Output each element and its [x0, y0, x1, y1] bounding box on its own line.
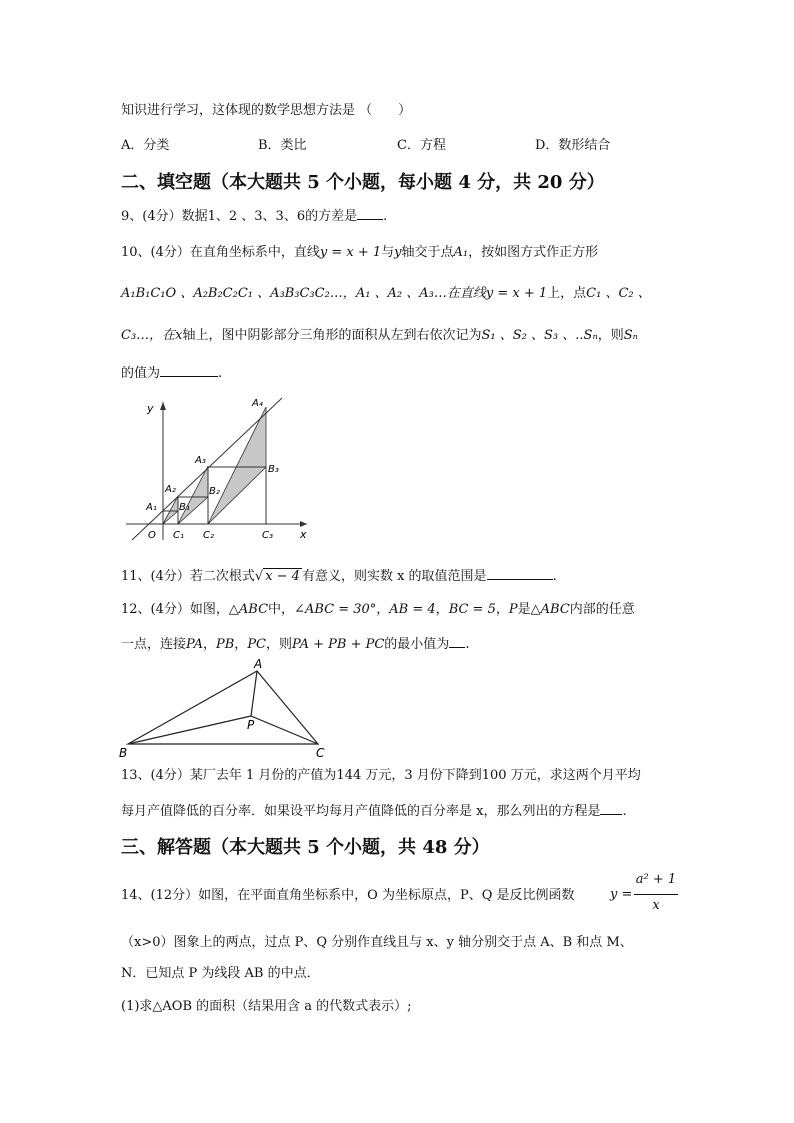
- q8-option-c: C．方程: [397, 138, 446, 153]
- q12-m: 内部的任意: [569, 602, 635, 617]
- label-c3: C₃: [262, 530, 273, 541]
- q12-pc: PC: [247, 637, 267, 652]
- q13-answer-blank: [600, 800, 622, 815]
- label-a2: A₂: [165, 484, 176, 495]
- q12-sum: PA + PB + PC: [292, 637, 385, 652]
- q11-radicand: x − 4: [265, 569, 300, 584]
- q10-line-1: [121, 243, 598, 263]
- label-b3: B₃: [268, 464, 279, 475]
- q11-end: .: [552, 569, 557, 584]
- q10-points-a: A₁ 、A₂ 、A₃…在直线: [355, 286, 486, 301]
- label-a1: A₁: [146, 502, 157, 513]
- q14-line-1: 14、(12分）如图，在平面直角坐标系中，O 为坐标原点，P、Q 是反比例函数: [121, 888, 575, 903]
- q12-end: .: [465, 637, 470, 652]
- section2-heading: 二、填空题（本大题共 5 个小题，每小题 4 分，共 20 分）: [121, 172, 605, 193]
- label-y: y: [147, 402, 154, 415]
- q10-y-var: y: [394, 245, 402, 260]
- segment-pc: [251, 716, 318, 744]
- q10-text-c: 轴交于点: [401, 245, 454, 260]
- q11-text-a: 11、(4分）若二次根式: [121, 569, 255, 584]
- label-a4: A₄: [252, 398, 263, 409]
- q12-triangle: △ABC: [228, 602, 269, 617]
- q12-pb: PB: [215, 637, 235, 652]
- q10-line-formula-2: y = x + 1: [485, 286, 548, 301]
- q14-line-2: （x>0）图象上的两点，过点 P、Q 分别作直线且与 x、y 轴分别交于点 A、B 和点 M、: [121, 935, 633, 950]
- label-c1: C₁: [173, 530, 184, 541]
- q9-answer-blank: [357, 205, 383, 220]
- segment-pa: [251, 671, 257, 716]
- q10-points-c: C₁ 、C₂ 、: [586, 286, 651, 301]
- y-axis-arrow: [160, 402, 166, 410]
- shaded-triangle-3: [208, 407, 266, 524]
- shaded-triangle-1: [163, 496, 178, 524]
- q12-i: ，: [495, 602, 509, 617]
- q10-areas: S₁ 、S₂ 、S₃ 、..Sₙ: [481, 328, 598, 343]
- q10-x-var: x: [175, 328, 183, 343]
- q12-pa: PA: [186, 637, 203, 652]
- segment-pb: [128, 716, 251, 744]
- label-a: A: [254, 657, 263, 671]
- label-o: O: [148, 530, 156, 541]
- q12-angle: ∠ABC = 30°: [294, 602, 377, 617]
- q14-part-1: (1)求△AOB 的面积（结果用含 a 的代数式表示）;: [121, 999, 412, 1014]
- q10-text-shaded: 轴上，图中阴影部分三角形的面积从左到右依次记为: [182, 328, 482, 343]
- q8-option-a: A．分类: [121, 138, 170, 153]
- q9-end: .: [383, 209, 388, 224]
- label-c2: C₂: [203, 530, 214, 541]
- q13-text: 每月产值降低的百分率．如果设平均每月产值降低的百分率是 x，那么列出的方程是: [121, 804, 601, 819]
- q12-triangle-2: △ABC: [530, 602, 570, 617]
- q8-question-tail: 知识进行学习，这体现的数学思想方法是 （ ）: [121, 103, 412, 118]
- q14-formula-num: a² + 1: [635, 872, 677, 887]
- q10-line-4: [121, 362, 222, 384]
- q12-l2-g: ，则: [266, 637, 293, 652]
- q12-answer-blank: [449, 633, 465, 648]
- q10-value-text: 的值为: [121, 366, 161, 381]
- q12-ab: AB = 4: [389, 602, 436, 617]
- shaded-triangle-2: [178, 466, 208, 524]
- triangle-abc: [128, 671, 318, 744]
- label-x: x: [300, 528, 307, 541]
- q8-option-d: D．数形结合: [535, 138, 611, 153]
- q12-bc: BC = 5: [448, 602, 496, 617]
- label-p: P: [247, 718, 255, 732]
- q10-end: .: [218, 366, 223, 381]
- q10-point-a1: A₁: [453, 245, 469, 260]
- q14-line-3: N．已知点 P 为线段 AB 的中点．: [121, 966, 320, 981]
- q13-line-2: [121, 800, 627, 822]
- q10-answer-blank: [160, 362, 218, 377]
- q10-text-b: 与: [381, 245, 395, 260]
- q12-g: ，: [435, 602, 449, 617]
- q12-l2-e: ，: [234, 637, 248, 652]
- q10-figure: [118, 388, 318, 548]
- q10-line-3: [121, 326, 638, 346]
- q14-formula-lhs: y =: [610, 887, 633, 902]
- q12-p: P: [508, 602, 518, 617]
- q11-sqrt: √ x − 4: [254, 569, 300, 584]
- q12-l2-a: 一点，连接: [121, 637, 187, 652]
- q10-text-d: ，按如图方式作正方形: [468, 245, 599, 260]
- q10-text-on: 上，点: [547, 286, 587, 301]
- q12-a: 12、(4分）如图，: [121, 602, 229, 617]
- q12-figure: [115, 655, 335, 760]
- q11-text: [121, 565, 557, 587]
- q14-fraction-bar: [634, 894, 678, 895]
- q9-text: [121, 205, 387, 227]
- q12-l2-i: 的最小值为: [384, 637, 450, 652]
- q10-point-c3: C₃…，在: [121, 328, 176, 343]
- q13-line-1: 13、(4分）某厂去年 1 月份的产值为144 万元，3 月份下降到100 万元，求这两个月平均: [121, 768, 641, 783]
- label-b1: B₁: [179, 502, 190, 513]
- q14-formula-den: x: [652, 898, 660, 913]
- q13-end: .: [622, 804, 627, 819]
- label-b2: B₂: [209, 486, 220, 497]
- q10-text-then: ，则: [597, 328, 624, 343]
- q12-line-1: [121, 600, 635, 620]
- q10-sn: Sₙ: [623, 328, 638, 343]
- label-c: C: [316, 746, 325, 760]
- q10-line-2: [121, 284, 651, 304]
- x-axis-arrow: [300, 521, 307, 527]
- q12-c: 中，: [268, 602, 295, 617]
- q10-text-a: 10、(4分）在直角坐标系中，直线: [121, 245, 320, 260]
- q10-squares: A₁B₁C₁O 、A₂B₂C₂C₁ 、A₃B₃C₃C₂…，: [121, 286, 356, 301]
- q11-text-b: 有意义，则实数 x 的取值范围是: [301, 569, 487, 584]
- label-b: B: [119, 746, 128, 760]
- q12-l2-c: ，: [202, 637, 216, 652]
- q14-formula: [610, 872, 680, 918]
- q11-answer-blank: [487, 565, 553, 580]
- q10-line-formula: y = x + 1: [319, 245, 382, 260]
- q8-option-b: B．类比: [258, 138, 307, 153]
- q12-k: 是: [517, 602, 531, 617]
- q12-line-2: [121, 633, 469, 655]
- q9-question: 9、(4分）数据1、2 、3、3、6的方差是: [121, 209, 358, 224]
- label-a3: A₃: [195, 455, 206, 466]
- section3-heading: 三、解答题（本大题共 5 个小题，共 48 分）: [121, 837, 490, 858]
- q12-e: ，: [376, 602, 390, 617]
